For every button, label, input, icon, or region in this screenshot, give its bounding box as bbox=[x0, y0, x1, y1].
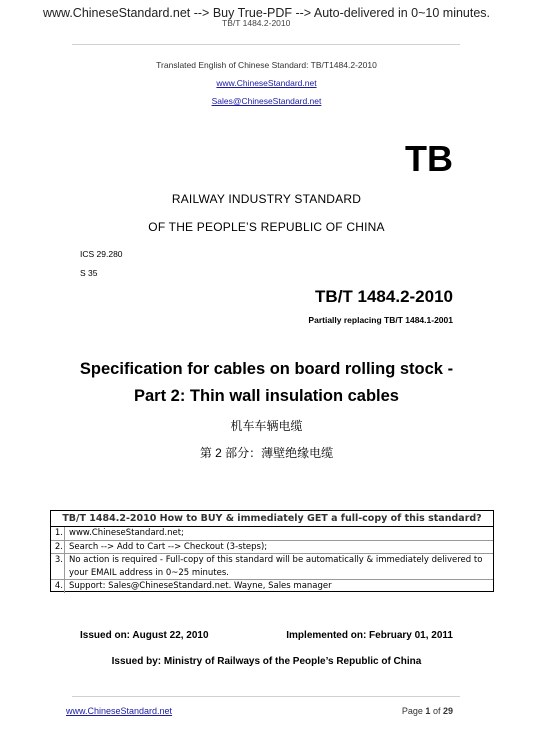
translated-line: Translated English of Chinese Standard: TB/T1484.2-2010 bbox=[156, 60, 377, 70]
industry-standard-line1: RAILWAY INDUSTRY STANDARD bbox=[171, 192, 362, 206]
step-text: Search --> Add to Cart --> Checkout (3-steps); bbox=[69, 541, 268, 552]
ics-code: ICS 29.280 bbox=[80, 249, 123, 259]
step-number: 3. bbox=[51, 554, 65, 579]
title-line1: Specification for cables on board rolling stock - bbox=[79, 360, 454, 378]
email-link-wrap bbox=[0, 96, 533, 106]
purchase-box-title: TB/T 1484.2-2010 How to BUY & immediately GET a full-copy of this standard? bbox=[51, 511, 493, 527]
step-text: No action is required - Full-copy of this standard will be automatically & immediately delivered to your EMAIL address in 0~25 minutes. bbox=[69, 555, 483, 578]
website-link[interactable]: www.ChineseStandard.net bbox=[216, 78, 317, 88]
implemented-on-date: Implemented on: February 01, 2011 bbox=[286, 630, 453, 641]
standard-number: TB/T 1484.2-2010 bbox=[315, 287, 453, 306]
issued-on-date: Issued on: August 22, 2010 bbox=[80, 630, 209, 641]
email-link[interactable]: Sales@ChineseStandard.net bbox=[211, 96, 322, 106]
purchase-step bbox=[51, 527, 493, 541]
website-link-wrap bbox=[0, 78, 533, 88]
industry-standard-line2: OF THE PEOPLE’S REPUBLIC OF CHINA bbox=[148, 220, 385, 234]
page-label: Page bbox=[401, 706, 423, 716]
purchase-step bbox=[51, 554, 493, 580]
header-standard-code: TB/T 1484.2-2010 bbox=[222, 18, 291, 28]
page-current: 1 bbox=[425, 706, 431, 716]
step-number: 2. bbox=[51, 541, 65, 554]
step-text[interactable]: www.ChineseStandard.net; bbox=[69, 528, 184, 538]
footer-divider bbox=[72, 696, 460, 697]
page-indicator bbox=[402, 706, 453, 716]
chinese-title1: 机车车辆电缆 bbox=[230, 419, 303, 433]
chinese-title2: 第 2 部分：薄壁绝缘电缆 bbox=[199, 446, 334, 460]
step-number: 1. bbox=[51, 527, 65, 540]
top-promo-line[interactable]: www.ChineseStandard.net --> Buy True-PDF --> Auto-delivered in 0~10 minutes. bbox=[42, 6, 491, 20]
tb-mark: TB bbox=[405, 138, 453, 179]
title-line2: Part 2: Thin wall insulation cables bbox=[134, 387, 399, 405]
header-divider bbox=[72, 44, 460, 45]
page-of: of bbox=[432, 706, 441, 716]
step-number: 4. bbox=[51, 580, 65, 593]
replacing-note: Partially replacing TB/T 1484.1-2001 bbox=[308, 315, 453, 325]
purchase-step bbox=[51, 580, 493, 593]
footer-website-link[interactable]: www.ChineseStandard.net bbox=[66, 706, 173, 716]
page-total: 29 bbox=[442, 706, 453, 716]
purchase-info-box bbox=[50, 510, 494, 592]
step-text: Support: Sales@ChineseStandard.net. Wayne, Sales manager bbox=[69, 581, 332, 591]
issued-by: Issued by: Ministry of Railways of the People’s Republic of China bbox=[111, 656, 422, 667]
purchase-step bbox=[51, 541, 493, 555]
s-code: S 35 bbox=[80, 268, 98, 278]
